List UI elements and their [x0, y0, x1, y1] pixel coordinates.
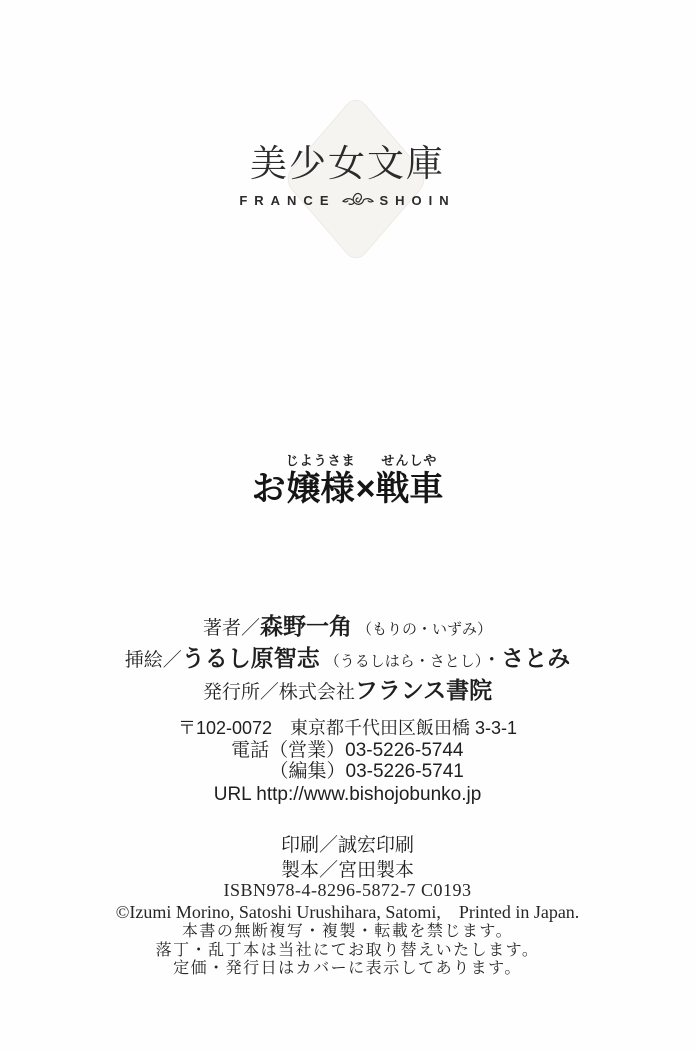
print-binder-block — [0, 833, 695, 883]
rose-icon — [340, 189, 376, 212]
furigana-spacer — [252, 452, 286, 470]
phone-block — [0, 740, 695, 782]
publisher-label: 発行所／株式会社 — [202, 682, 355, 703]
author-reading: （もりの・いずみ） — [357, 621, 493, 638]
title-word2-furigana: せんしや — [381, 453, 438, 468]
title-prefix — [252, 452, 286, 508]
title-separator — [356, 452, 376, 508]
publisher-logo — [0, 95, 695, 275]
publisher-line — [0, 676, 695, 708]
title-separator-text: × — [355, 470, 376, 508]
illustrator-line — [0, 644, 695, 676]
phone-group — [231, 740, 464, 782]
illustrator-name2: さとみ — [501, 645, 571, 671]
title-word2-base: 戦車 — [375, 470, 444, 508]
furigana-spacer — [356, 452, 376, 470]
author-line — [0, 612, 695, 644]
publisher-logo-subtitle — [0, 189, 695, 212]
illustrator-reading: （うるしはら・さとし） — [324, 653, 483, 670]
phone-sales-line: 電話（営業）03-5226-5744 — [231, 740, 464, 761]
credits-block — [0, 612, 695, 883]
binder-line: 製本／宮田製本 — [280, 860, 414, 881]
logo-subtitle-left: FRANCE — [239, 193, 336, 208]
copyright-line: ©Izumi Morino, Satoshi Urushihara, Satomi, Printed in Japan. — [115, 902, 580, 922]
phone-editorial-line: （編集）03-5226-5741 — [269, 761, 464, 782]
notice-price-cover: 定価・発行日はカバーに表示してあります。 — [173, 960, 522, 977]
printer-line: 印刷／誠宏印刷 — [280, 835, 414, 856]
illustrator-joiner: ・ — [482, 650, 502, 671]
logo-subtitle-right: SHOIN — [379, 193, 456, 208]
title-word1 — [286, 452, 356, 508]
isbn-line: ISBN978-4-8296-5872-7 C0193 — [223, 880, 472, 900]
publisher-logo-name: 美少女文庫 — [250, 143, 445, 184]
author-name: 森野一角 — [260, 613, 352, 639]
book-title — [0, 452, 695, 508]
publisher-url: URL http://www.bishojobunko.jp — [213, 784, 482, 805]
notice-reproduction: 本書の無断複写・複製・転載を禁じます。 — [181, 923, 514, 940]
title-word1-base: 嬢様 — [286, 470, 355, 508]
author-label: 著者／ — [202, 618, 260, 639]
postal-address-line: 〒102-0072 東京都千代田区飯田橋 3-3-1 — [177, 718, 518, 738]
title-prefix-text: お — [251, 470, 286, 508]
publisher-name: フランス書院 — [354, 677, 493, 703]
title-word1-furigana: じようさま — [285, 453, 356, 468]
illustrator-name: うるし原智志 — [181, 645, 320, 671]
illustrator-label: 挿絵／ — [124, 650, 182, 671]
legal-block — [0, 879, 695, 979]
notice-defective-copies: 落丁・乱丁本は当社にてお取り替えいたします。 — [155, 941, 540, 959]
title-word2 — [375, 452, 443, 508]
